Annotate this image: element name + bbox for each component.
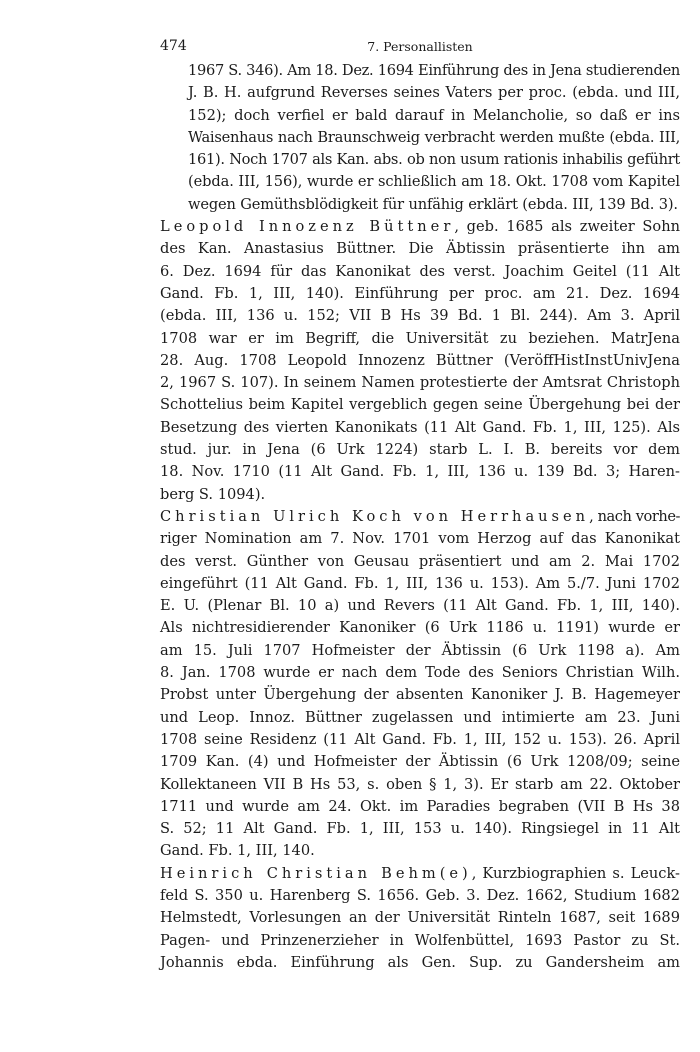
text-line: Besetzung des vierten Kanonikats (11 Alt Gand. Fb. 1, III, 125). Als [160, 418, 680, 436]
text-line: 18. Nov. 1710 (11 Alt Gand. Fb. 1, III, 136 u. 139 Bd. 3; Haren- [160, 463, 680, 481]
entry-buettner [160, 216, 680, 506]
text-line: Gand. Fb. 1, III, 140. [160, 842, 315, 860]
text-line: eingeführt (11 Alt Gand. Fb. 1, III, 136 u. 153). Am 5./7. Juni 1702 [160, 574, 680, 592]
text-line: des Kan. Anastasius Büttner. Die Äbtissin präsentierte ihn am [160, 240, 680, 258]
text-line: 152); doch verfiel er bald darauf in Melancholie, so daß er ins [188, 106, 680, 124]
running-title: 7. Personallisten [367, 39, 473, 54]
entry-behm [160, 863, 680, 974]
text-line: Johannis ebda. Einführung als Gen. Sup. zu Gandersheim am [160, 953, 680, 971]
text-line: 1967 S. 346). Am 18. Dez. 1694 Einführung des in Jena studierenden [188, 62, 681, 79]
page-number: 474 [160, 38, 187, 54]
text-line: , nach vorhe- [589, 507, 680, 525]
text-line: stud. jur. in Jena (6 Urk 1224) starb L. I. B. bereits vor dem [160, 441, 680, 459]
text-line: (ebda. III, 136 u. 152; VII B Hs 39 Bd. 1 Bl. 244). Am 3. April [160, 307, 680, 325]
person-name: Christian Ulrich Koch von Herrhausen [160, 507, 590, 525]
text-line: Kollektaneen VII B Hs 53, s. oben § 1, 3). Er starb am 22. Oktober [160, 775, 680, 793]
text-line: berg S. 1094). [160, 485, 266, 503]
text-line: 28. Aug. 1708 Leopold Innozenz Büttner (VeröffHistInstUnivJena [160, 351, 680, 369]
text-line: wegen Gemüthsblödigkeit für unfähig erklärt (ebda. III, 139 Bd. 3). [188, 195, 678, 213]
text-line: Helmstedt, Vorlesungen an der Universität Rinteln 1687, seit 1689 [160, 909, 680, 927]
text-line: Als nichtresidierender Kanoniker (6 Urk 1186 u. 1191) wurde er [160, 619, 680, 637]
person-name: Leopold Innozenz Büttner [160, 218, 455, 236]
paragraph-continuation [160, 60, 680, 216]
text-line: , geb. 1685 als zweiter Sohn [454, 218, 681, 236]
text-line: 6. Dez. 1694 für das Kanonikat des verst. Joachim Geitel (11 Alt [160, 262, 680, 280]
text-line: 1708 war er im Begriff, die Universität zu beziehen. MatrJena [160, 329, 680, 347]
text-line: (ebda. III, 156), wurde er schließlich am 18. Okt. 1708 vom Kapitel [188, 173, 680, 191]
text-line: 2, 1967 S. 107). In seinem Namen protestierte der Amtsrat Christoph [160, 374, 680, 392]
text-line: am 15. Juli 1707 Hofmeister der Äbtissin (6 Urk 1198 a). Am [160, 641, 680, 659]
text-line: 1711 und wurde am 24. Okt. im Paradies begraben (VII B Hs 38 [160, 797, 680, 815]
text-line: 1709 Kan. (4) und Hofmeister der Äbtissin (6 Urk 1208/09; seine [160, 753, 680, 771]
text-line: feld S. 350 u. Harenberg S. 1656. Geb. 3. Dez. 1662, Studium 1682 [160, 886, 680, 904]
text-line: 1708 seine Residenz (11 Alt Gand. Fb. 1, III, 152 u. 153). 26. April [160, 730, 680, 748]
page-header [160, 38, 680, 58]
text-line: S. 52; 11 Alt Gand. Fb. 1, III, 153 u. 140). Ringsiegel in 11 Alt [160, 820, 680, 838]
text-line: Waisenhaus nach Braunschweig verbracht werden mußte (ebda. III, [188, 128, 680, 146]
person-name: Heinrich Christian Behm(e) [160, 864, 472, 882]
body-text [160, 60, 680, 974]
text-line: , Kurzbiographien s. Leuck- [471, 864, 680, 882]
text-line: E. U. (Plenar Bl. 10 a) und Revers (11 Alt Gand. Fb. 1, III, 140). [160, 597, 680, 615]
text-line: Schottelius beim Kapitel vergeblich gegen seine Übergehung bei der [160, 396, 680, 414]
text-line: und Leop. Innoz. Büttner zugelassen und intimierte am 23. Juni [160, 708, 680, 726]
text-line: Probst unter Übergehung der absenten Kanoniker J. B. Hagemeyer [160, 686, 680, 704]
entry-koch [160, 506, 680, 863]
text-line: 8. Jan. 1708 wurde er nach dem Tode des Seniors Christian Wilh. [160, 664, 680, 682]
text-line: des verst. Günther von Geusau präsentiert und am 2. Mai 1702 [160, 552, 680, 570]
text-line: riger Nomination am 7. Nov. 1701 vom Herzog auf das Kanonikat [160, 530, 680, 548]
text-line: Pagen- und Prinzenerzieher in Wolfenbüttel, 1693 Pastor zu St. [160, 931, 680, 949]
text-line: Gand. Fb. 1, III, 140). Einführung per proc. am 21. Dez. 1694 [160, 284, 680, 302]
text-line: J. B. H. aufgrund Reverses seines Vaters per proc. (ebda. und III, [188, 84, 680, 102]
text-line: 161). Noch 1707 als Kan. abs. ob non usum rationis inhabilis geführt [188, 151, 680, 169]
